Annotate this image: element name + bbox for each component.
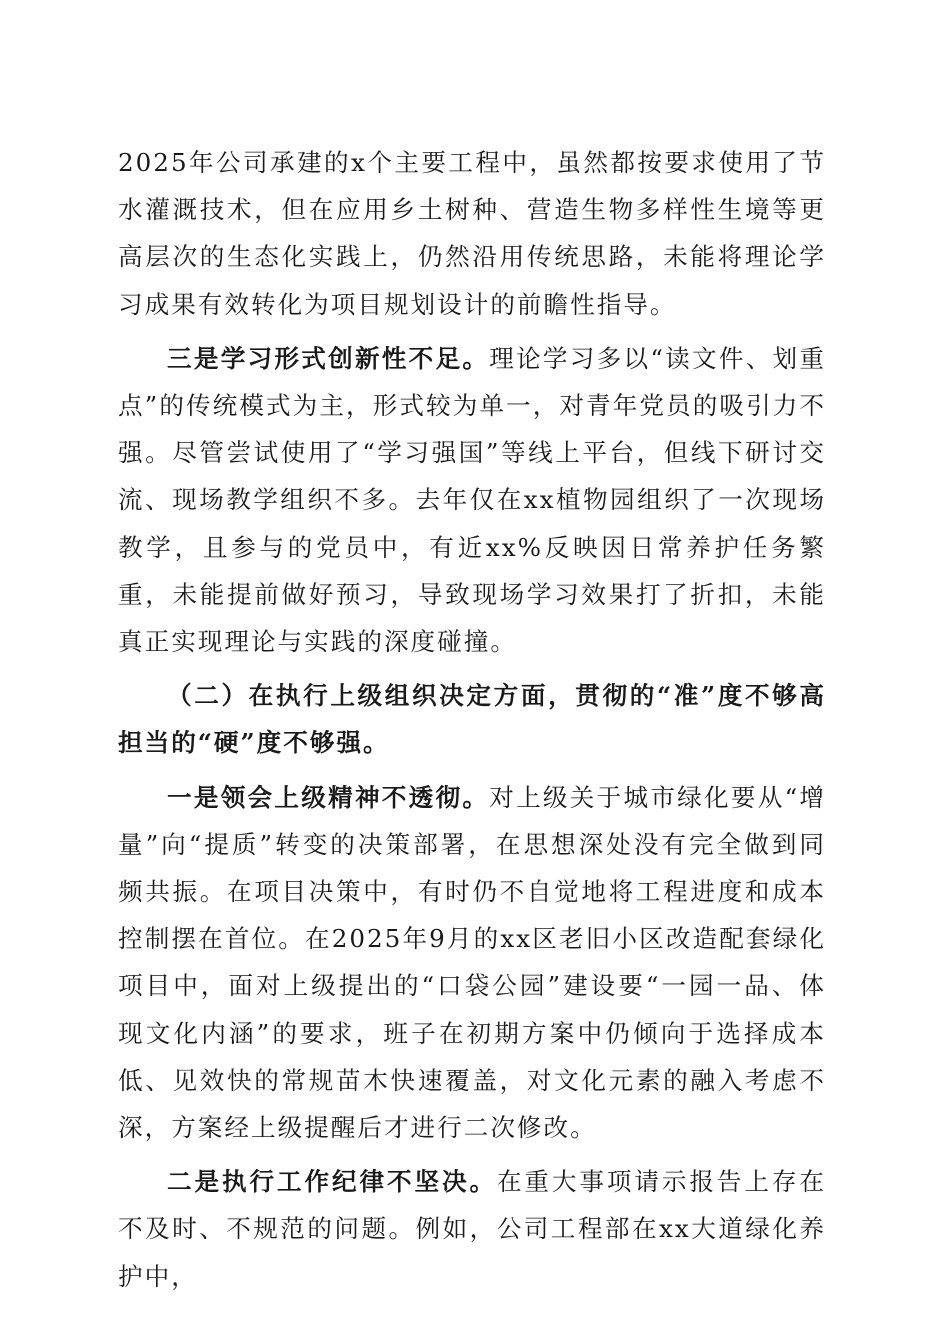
paragraph-3-text: 对上级关于城市绿化要从“增量”向“提质”转变的决策部署，在思想深处没有完全做到同频共振。在项目决策中，有时仍不自觉地将工程进度和成本控制摆在首位。在2025年9月的xx区老旧小区改造配套绿化项目中，面对上级提出的“口袋公园”建设要“一园一品、体现文化内涵”的要求，班子在初期方案中仍倾向于选择成本低、见效快的常规苗木快速覆盖，对文化元素的融入考虑不深，方案经上级提醒后才进行二次修改。 [118, 782, 826, 1143]
section-heading-2-lead: （二）在执行上级组织决定方面，贯彻的“准”度不够高担当的“硬”度不够强。 [118, 681, 826, 758]
paragraph-1-text: 2025年公司承建的x个主要工程中，虽然都按要求使用了节水灌溉技术，但在应用乡土树种、营造生物多样性生境等更高层次的生态化实践上，仍然沿用传统思路，未能将理论学习成果有效转化为项目规划设计的前瞻性指导。 [118, 148, 826, 319]
paragraph-3-lead: 一是领会上级精神不透彻。 [167, 782, 490, 812]
paragraph-2-lead: 三是学习形式创新性不足。 [167, 343, 490, 373]
paragraph-4 [118, 1158, 826, 1300]
section-heading-2 [118, 672, 826, 766]
paragraph-4-text: 在重大事项请示报告上存在不及时、不规范的问题。例如，公司工程部在xx大道绿化养护中， [118, 1167, 826, 1291]
document-body [118, 139, 826, 1307]
paragraph-1 [118, 139, 826, 328]
paragraph-3 [118, 774, 826, 1152]
paragraph-2 [118, 335, 826, 665]
paragraph-2-text: 理论学习多以“读文件、划重点”的传统模式为主，形式较为单一，对青年党员的吸引力不强。尽管尝试使用了“学习强国”等线上平台，但线下研讨交流、现场教学组织不多。去年仅在xx植物园组织了一次现场教学，且参与的党员中，有近xx%反映因日常养护任务繁重，未能提前做好预习，导致现场学习效果打了折扣，未能真正实现理论与实践的深度碰撞。 [118, 343, 826, 657]
paragraph-4-lead: 二是执行工作纪律不坚决。 [167, 1167, 497, 1197]
